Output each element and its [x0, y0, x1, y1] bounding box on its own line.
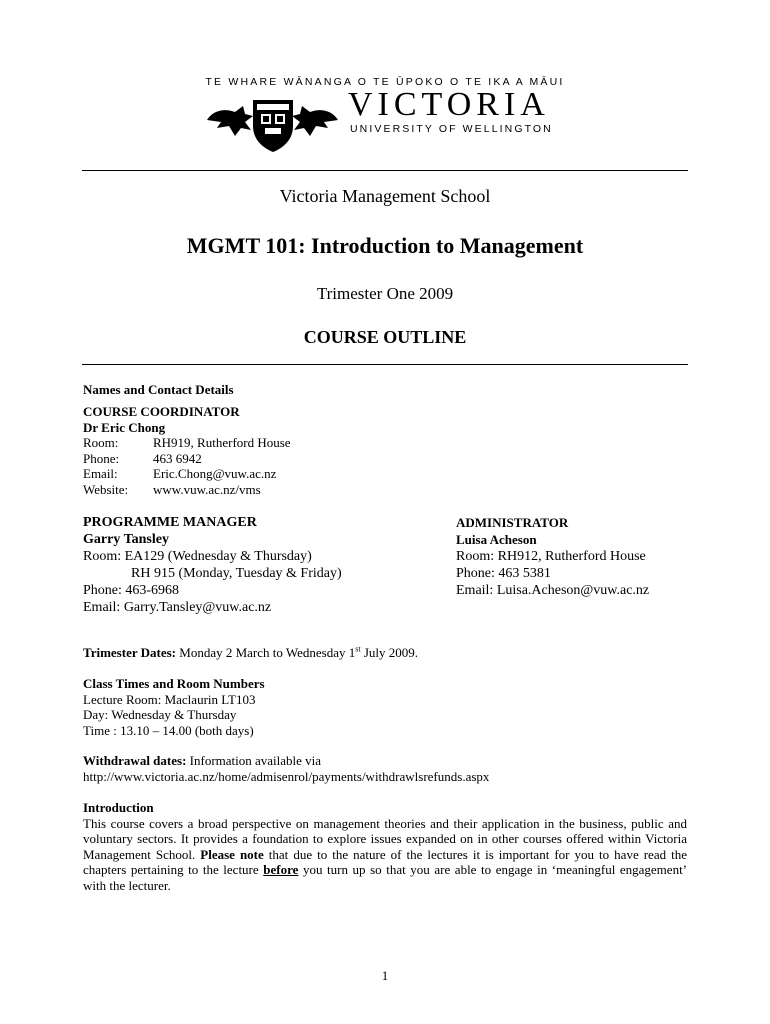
coordinator-name: Dr Eric Chong: [83, 419, 166, 435]
administrator-block: [456, 514, 649, 599]
programme-manager-role: PROGRAMME MANAGER: [83, 515, 257, 530]
coordinator-room-row: [83, 435, 291, 451]
university-motto: TE WHARE WĀNANGA O TE ŪPOKO O TE IKA A MĀUI: [205, 76, 565, 88]
withdrawal-text: Information available via: [186, 753, 322, 768]
please-note-emphasis: Please note: [200, 846, 264, 862]
trimester-dates-text: Monday 2 March to Wednesday 1: [176, 645, 356, 660]
contacts-section-title: Names and Contact Details: [83, 382, 234, 397]
programme-manager-block: [83, 514, 342, 616]
lecture-days: Day: Wednesday & Thursday: [83, 707, 237, 722]
phone-label: Phone:: [83, 450, 120, 466]
before-emphasis: before: [263, 862, 299, 877]
class-times-block: [83, 676, 265, 738]
intro-text-1: This course covers a broad perspective on management theories and their application in the business, public and voluntary sectors. It provides a foundation to explore issues expanded on in other courses offered within Victoria Management School.: [83, 815, 687, 862]
withdrawal-url[interactable]: http://www.victoria.ac.nz/home/admisenrol/payments/withdrawlsrefunds.aspx: [83, 768, 490, 784]
email-value: Eric.Chong@vuw.ac.nz: [153, 466, 277, 481]
introduction-block: [83, 800, 687, 893]
course-coordinator-block: [83, 404, 291, 497]
course-title: MGMT 101: Introduction to Management: [186, 233, 584, 258]
trimester-dates-label: Trimester Dates:: [83, 645, 177, 660]
coordinator-phone-row: [83, 451, 291, 467]
website-label: Website:: [83, 481, 129, 497]
coordinator-website-row: [83, 482, 291, 498]
title-divider: [82, 364, 688, 365]
withdrawal-block: [83, 753, 489, 784]
trimester-dates-end: July 2009.: [360, 645, 419, 660]
document-type-heading: COURSE OUTLINE: [303, 327, 467, 347]
programme-manager-email: Email: Garry.Tansley@vuw.ac.nz: [83, 600, 272, 615]
programme-manager-room: Room: EA129 (Wednesday & Thursday): [83, 549, 312, 564]
room-label: Room:: [83, 435, 119, 450]
programme-manager-phone: Phone: 463-6968: [83, 583, 180, 598]
university-wordmark: VICTORIA: [348, 86, 550, 123]
school-name: Victoria Management School: [279, 186, 491, 206]
intro-text-2: that due to the nature of the lectures it is important for you to have read the chapters pertaining to the lecture: [83, 846, 687, 877]
website-value: www.vuw.ac.nz/vms: [153, 481, 261, 497]
room-value: RH919, Rutherford House: [153, 435, 291, 450]
header-divider: [82, 170, 688, 171]
university-subtitle: UNIVERSITY OF WELLINGTON: [350, 123, 553, 135]
trimester-heading: Trimester One 2009: [316, 284, 454, 303]
administrator-phone: Phone: 463 5381: [456, 566, 551, 581]
page-number: 1: [381, 968, 389, 983]
lecture-time: Time : 13.10 – 14.00 (both days): [83, 722, 254, 738]
email-label: Email:: [83, 466, 118, 481]
administrator-role: ADMINISTRATOR: [456, 515, 569, 530]
administrator-name: Luisa Acheson: [456, 532, 537, 547]
withdrawal-label: Withdrawal dates:: [83, 753, 187, 768]
coordinator-role: COURSE COORDINATOR: [83, 404, 240, 419]
programme-manager-name: Garry Tansley: [83, 532, 169, 547]
coordinator-email-row: [83, 466, 291, 482]
administrator-email: Email: Luisa.Acheson@vuw.ac.nz: [456, 583, 650, 598]
lecture-room: Lecture Room: Maclaurin LT103: [83, 691, 256, 707]
trimester-dates: [83, 645, 418, 661]
administrator-room: Room: RH912, Rutherford House: [456, 549, 646, 564]
date-ordinal-suffix: st: [355, 644, 361, 654]
introduction-paragraph: [83, 816, 687, 894]
intro-text-3: you turn up so that you are able to engage in ‘meaningful engagement’ with the lecturer.: [83, 862, 688, 893]
introduction-title: Introduction: [83, 800, 154, 815]
university-crest-logo: [205, 92, 340, 154]
programme-manager-room-alt: RH 915 (Monday, Tuesday & Friday): [131, 566, 342, 581]
class-times-title: Class Times and Room Numbers: [83, 676, 265, 691]
phone-value: 463 6942: [153, 450, 202, 466]
